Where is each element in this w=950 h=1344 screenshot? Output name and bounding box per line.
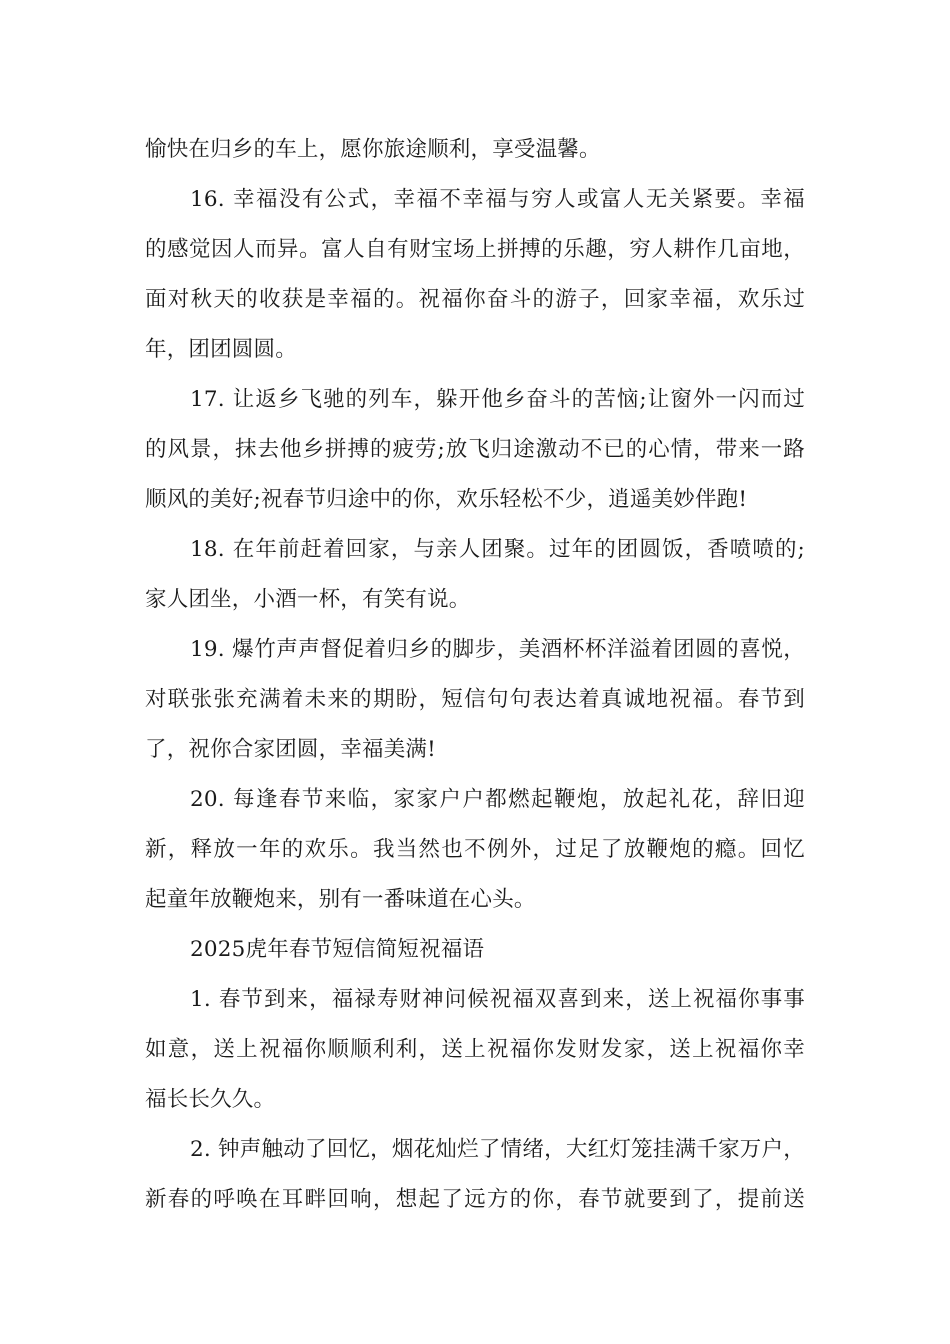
section-heading: 2025虎年春节短信简短祝福语 bbox=[190, 937, 485, 962]
text-line: 顺风的美好;祝春节归途中的你，欢乐轻松不少，逍遥美妙伴跑! bbox=[145, 487, 748, 512]
text-line: 的感觉因人而异。富人自有财宝场上拼搏的乐趣，穷人耕作几亩地， bbox=[145, 237, 805, 262]
paragraph-18-line-1: 18. 在年前赶着回家，与亲人团聚。过年的团圆饭，香喷喷的; bbox=[190, 537, 805, 562]
paragraph-17-line-1: 17. 让返乡飞驰的列车，躲开他乡奋斗的苦恼;让窗外一闪而过 bbox=[190, 387, 805, 412]
text-line: 愉快在归乡的车上，愿你旅途顺利，享受温馨。 bbox=[145, 137, 601, 162]
text-line: 新春的呼唤在耳畔回响，想起了远方的你，春节就要到了，提前送 bbox=[145, 1187, 805, 1212]
text-line: 家人团坐，小酒一杯，有笑有说。 bbox=[145, 587, 471, 612]
text-line: 福长长久久。 bbox=[145, 1087, 276, 1112]
text-line: 对联张张充满着未来的期盼，短信句句表达着真诚地祝福。春节到 bbox=[145, 687, 805, 712]
paragraph-16-line-1: 16. 幸福没有公式，幸福不幸福与穷人或富人无关紧要。幸福 bbox=[190, 187, 805, 212]
text-line: 起童年放鞭炮来，别有一番味道在心头。 bbox=[145, 887, 536, 912]
paragraph-1-line-1: 1. 春节到来，福禄寿财神问候祝福双喜到来，送上祝福你事事 bbox=[190, 987, 805, 1012]
paragraph-2-line-1: 2. 钟声触动了回忆，烟花灿烂了情绪，大红灯笼挂满千家万户， bbox=[190, 1137, 805, 1162]
text-line: 面对秋天的收获是幸福的。祝福你奋斗的游子，回家幸福，欢乐过 bbox=[145, 287, 805, 312]
text-line: 了，祝你合家团圆，幸福美满! bbox=[145, 737, 436, 762]
text-line: 新，释放一年的欢乐。我当然也不例外，过足了放鞭炮的瘾。回忆 bbox=[145, 837, 805, 862]
text-line: 如意，送上祝福你顺顺利利，送上祝福你发财发家，送上祝福你幸 bbox=[145, 1037, 805, 1062]
text-line: 年，团团圆圆。 bbox=[145, 337, 297, 362]
paragraph-20-line-1: 20. 每逢春节来临，家家户户都燃起鞭炮，放起礼花，辞旧迎 bbox=[190, 787, 805, 812]
text-line: 的风景，抹去他乡拼搏的疲劳;放飞归途激动不已的心情，带来一路 bbox=[145, 437, 805, 462]
paragraph-19-line-1: 19. 爆竹声声督促着归乡的脚步，美酒杯杯洋溢着团圆的喜悦， bbox=[190, 637, 805, 662]
